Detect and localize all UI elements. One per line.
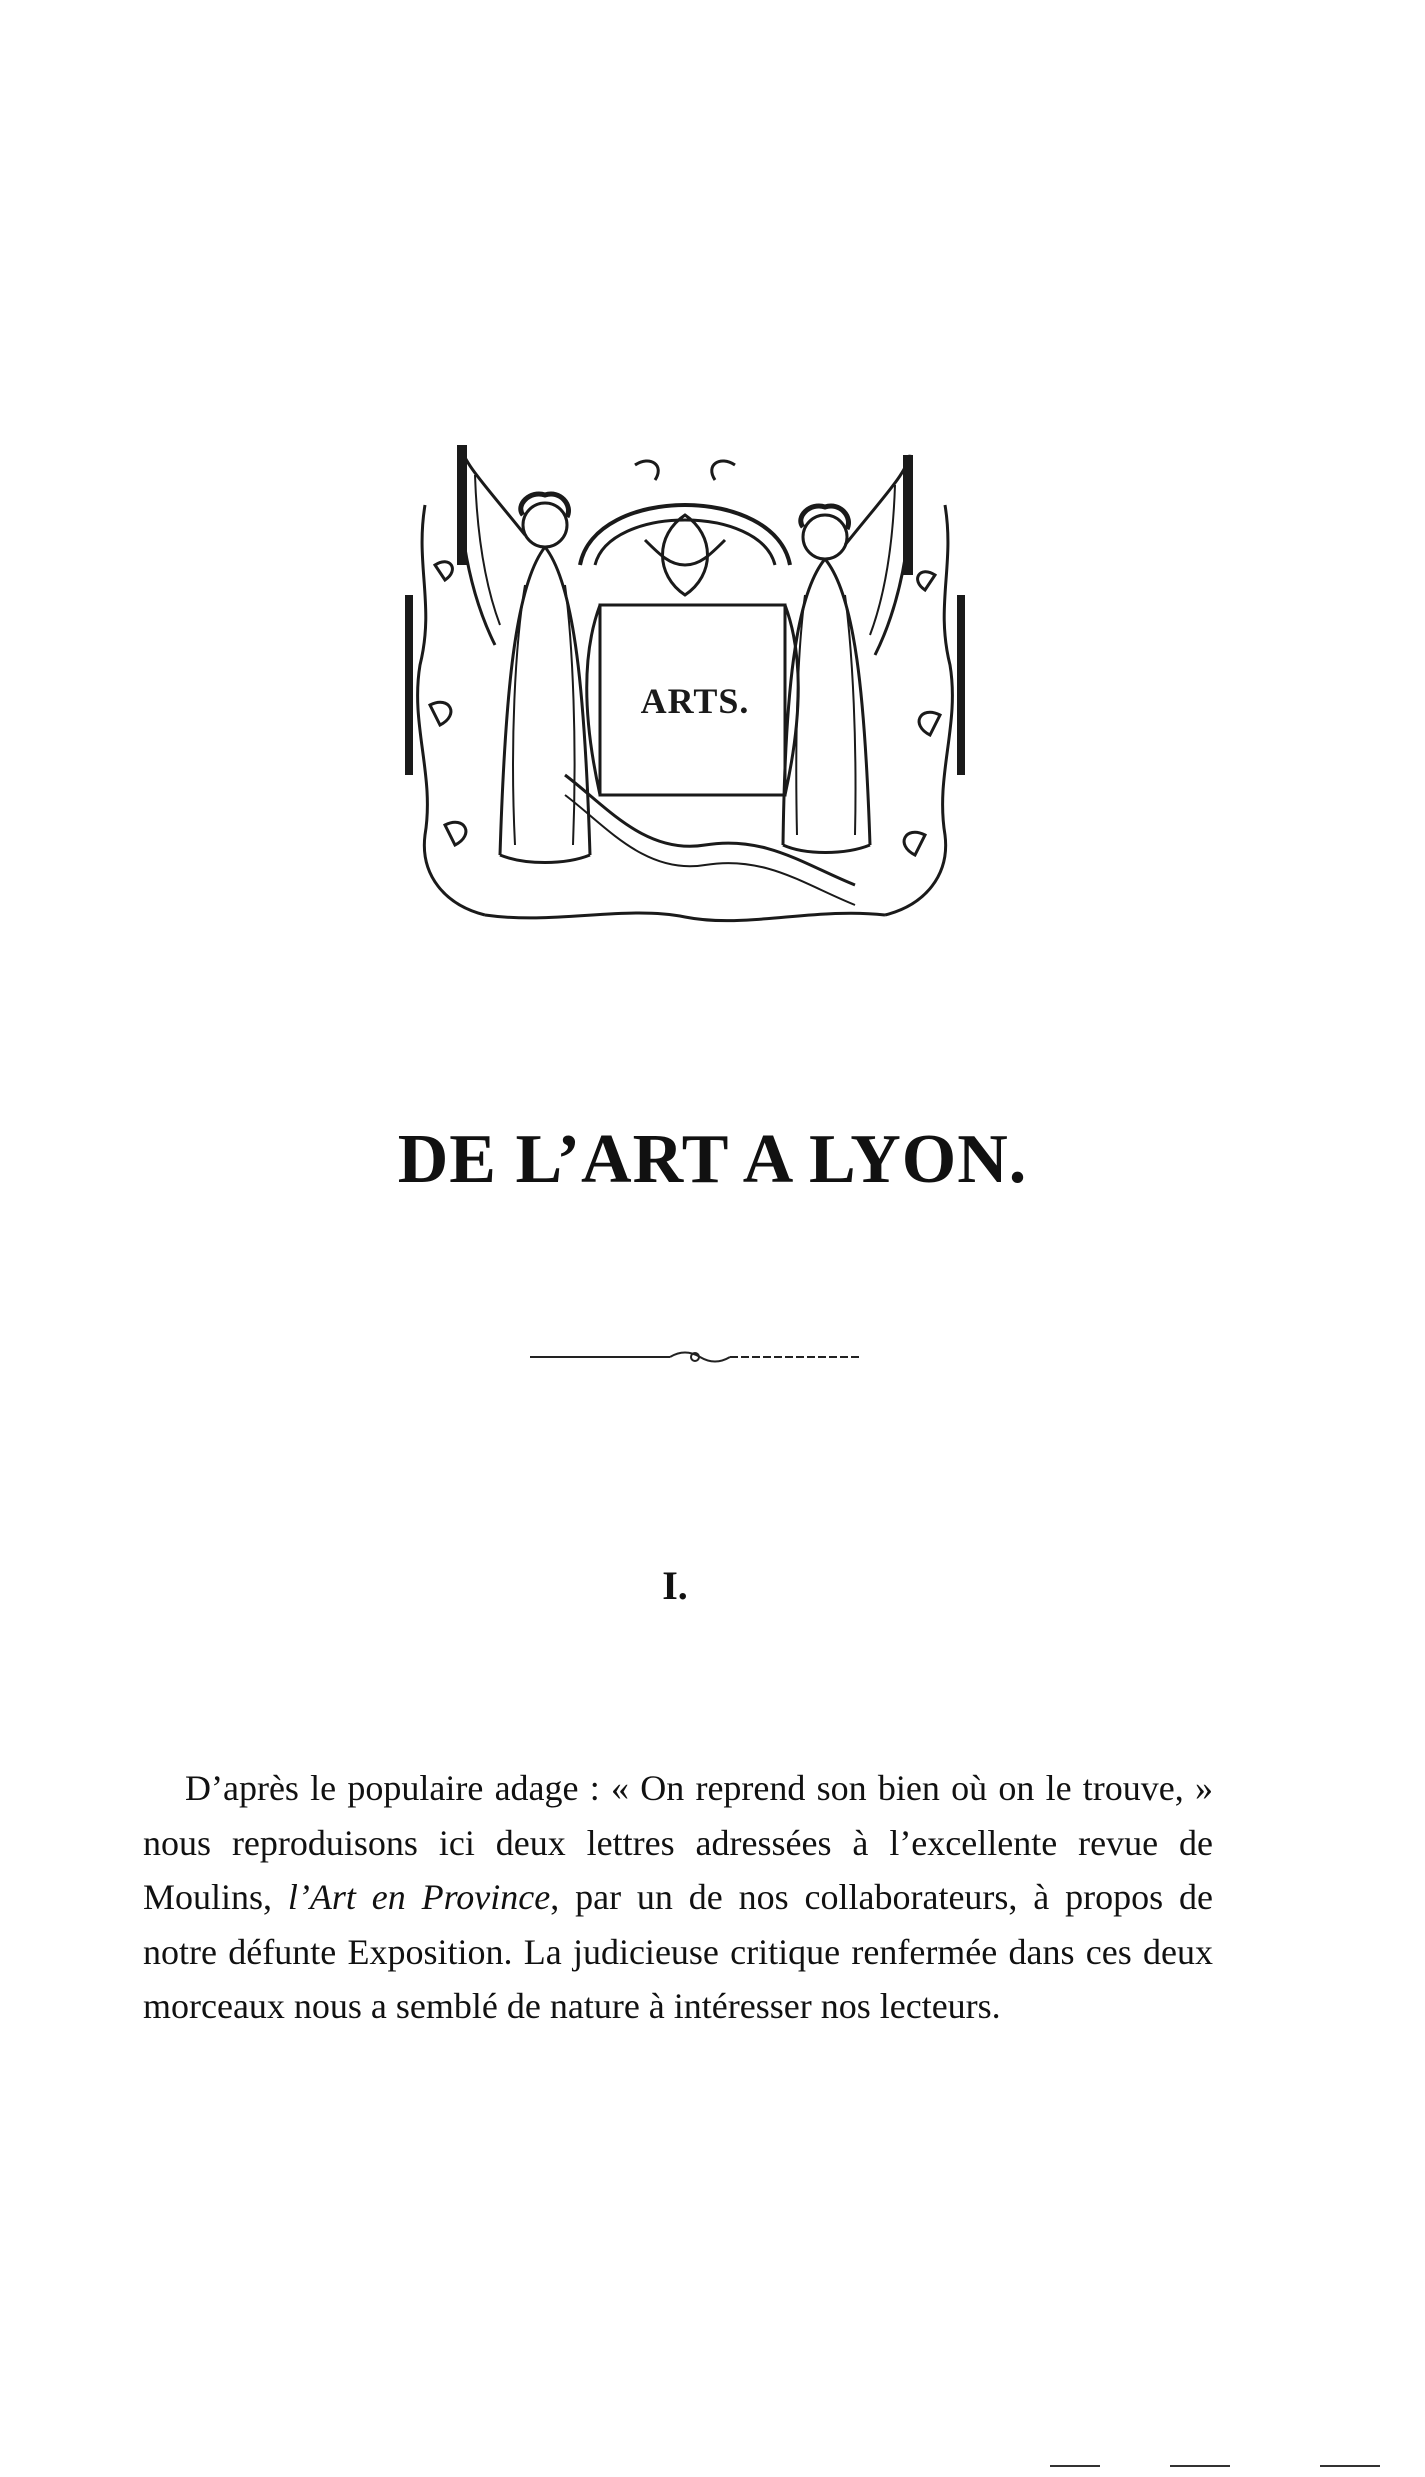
paragraph-text-part2: , par un de nos collaborateurs, à propos de notre défunte Exposition. La judicieuse critique renfermée dans ces deux morceaux nous a semblé de nature à intéresser nos lecteurs. <box>143 1877 1213 2026</box>
print-marks <box>1050 2463 1390 2469</box>
paragraph-italic-title: l’Art en Province <box>287 1877 551 1917</box>
vignette-banner-label: ARTS. <box>640 681 750 721</box>
section-numeral: I. <box>662 1563 688 1608</box>
body-paragraph <box>143 1761 1213 2034</box>
arts-vignette-illustration <box>405 445 965 930</box>
ornament-divider <box>530 1345 860 1369</box>
paragraph-text-part1: D’après le populaire adage : « On reprend son bien où on le trouve, » nous reproduisons ici deux lettres adressées à l’excellente revue de Moulins, <box>143 1768 1213 1917</box>
chapter-title: DE L’ART A LYON. <box>397 1121 1028 1198</box>
